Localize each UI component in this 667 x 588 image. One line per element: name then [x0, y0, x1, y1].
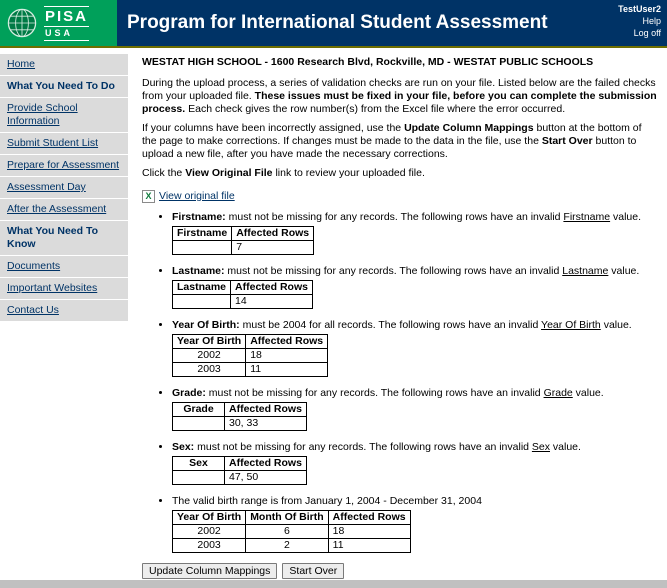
intro-paragraph-1 — [142, 77, 657, 116]
pisa-logo — [0, 0, 117, 46]
table-header-cell: Affected Rows — [225, 403, 307, 417]
table-header-cell: Year Of Birth — [173, 511, 246, 525]
table-header-cell: Affected Rows — [232, 227, 314, 241]
table-cell: 18 — [328, 525, 410, 539]
check-description: must not be missing for any records. The following rows have an invalid — [224, 265, 563, 277]
sidebar-item-provide-school-information[interactable] — [0, 98, 128, 132]
table-cell: 2002 — [173, 525, 246, 539]
sidebar-link-label[interactable]: Assessment Day — [7, 181, 86, 193]
check-description-tail: value. — [572, 387, 604, 399]
table-header-cell: Affected Rows — [246, 335, 328, 349]
view-original-file-row — [142, 189, 657, 203]
check-description: must not be missing for any records. The following rows have an invalid — [225, 211, 564, 223]
sidebar-item-documents[interactable] — [0, 256, 128, 277]
table-row — [173, 295, 313, 309]
validation-check — [172, 265, 657, 309]
p1-text-b: Each check gives the row number(s) from the Excel file where the error occurred. — [185, 103, 566, 115]
check-sentence — [172, 319, 632, 331]
check-description: must be 2004 for all records. The following rows have an invalid — [239, 319, 542, 331]
table-cell — [173, 417, 225, 431]
title-banner — [117, 0, 667, 46]
table-row — [173, 363, 328, 377]
p1-text-a: During the upload process, a series of validation checks are run on your file. Listed below are the failed checks from your uploaded file. — [142, 77, 656, 102]
check-description-tail: value. — [600, 319, 632, 331]
table-header-cell: Firstname — [173, 227, 232, 241]
check-description: The valid birth range is from January 1, 2004 - December 31, 2004 — [172, 495, 482, 507]
main-content — [128, 48, 667, 579]
intro-paragraph-3 — [142, 167, 657, 180]
sidebar-item-contact-us[interactable] — [0, 300, 128, 321]
check-description-tail: value. — [550, 441, 581, 453]
check-description: must not be missing for any records. The following rows have an invalid — [194, 441, 532, 453]
table-header-cell: Year Of Birth — [173, 335, 246, 349]
sidebar-link-label[interactable]: Important Websites — [7, 282, 98, 294]
user-box — [618, 3, 661, 39]
table-cell: 6 — [246, 525, 328, 539]
table-header-cell: Affected Rows — [225, 457, 307, 471]
p1-bold: These issues must be fixed in your file, before you can complete the submission process. — [142, 90, 657, 115]
validation-check — [172, 319, 657, 377]
start-over-button[interactable]: Start Over — [282, 563, 344, 579]
check-field-ref: Grade — [543, 387, 573, 399]
help-link[interactable]: Help — [642, 16, 661, 26]
table-cell: 47, 50 — [225, 471, 307, 485]
check-sentence — [172, 387, 604, 399]
sidebar-item-prepare-for-assessment[interactable] — [0, 155, 128, 176]
affected-rows-table — [172, 280, 313, 309]
app-title: Program for International Student Assessment — [127, 12, 548, 33]
validation-check — [172, 495, 657, 553]
sidebar-link-label[interactable]: Home — [7, 58, 36, 70]
p2-text-b: button at the bottom of the page to make corrections. If changes must be made to the data in the file, use the — [142, 122, 642, 147]
check-field-name: Lastname: — [172, 265, 225, 277]
table-cell: 2 — [246, 539, 328, 553]
table-row — [173, 539, 411, 553]
logo-line2: USA — [44, 27, 89, 41]
table-cell: 14 — [231, 295, 313, 309]
affected-rows-table — [172, 334, 328, 377]
table-cell: 11 — [328, 539, 410, 553]
check-field-name: Year Of Birth: — [172, 319, 240, 331]
check-field-ref: Lastname — [562, 265, 609, 277]
check-field-ref: Firstname — [563, 211, 611, 223]
table-cell — [173, 471, 225, 485]
update-column-mappings-button[interactable]: Update Column Mappings — [142, 563, 277, 579]
table-row — [173, 525, 411, 539]
table-cell — [173, 295, 231, 309]
table-header-cell: Month Of Birth — [246, 511, 328, 525]
footer-buttons — [142, 563, 657, 579]
sidebar-link-label[interactable]: Prepare for Assessment — [7, 159, 120, 171]
p2-text-c: button to upload a new file, after you have made the necessary corrections. — [142, 135, 637, 160]
table-cell: 2003 — [173, 363, 246, 377]
sidebar-item-assessment-day[interactable] — [0, 177, 128, 198]
sidebar-link-label[interactable]: Provide School Information — [7, 102, 78, 127]
check-sentence — [172, 441, 581, 453]
check-description: must not be missing for any records. The following rows have an invalid — [205, 387, 544, 399]
globe-icon — [5, 6, 39, 40]
table-row — [173, 417, 307, 431]
window-bottom-edge — [0, 580, 667, 588]
table-header-cell: Affected Rows — [231, 281, 313, 295]
check-sentence — [172, 265, 639, 277]
page-header — [0, 0, 667, 46]
table-cell: 2002 — [173, 349, 246, 363]
check-description-tail: value. — [610, 211, 642, 223]
check-description-tail: value. — [608, 265, 640, 277]
p3-bold: View Original File — [185, 167, 273, 179]
validation-check — [172, 387, 657, 431]
logoff-link[interactable]: Log off — [633, 28, 661, 38]
affected-rows-table — [172, 402, 307, 431]
p2-bold-update: Update Column Mappings — [404, 122, 534, 134]
sidebar-item-after-the-assessment[interactable] — [0, 199, 128, 220]
validation-check — [172, 441, 657, 485]
table-header-cell: Lastname — [173, 281, 231, 295]
sidebar-section-what-you-need-to-do: What You Need To Do — [0, 76, 128, 97]
sidebar — [0, 48, 128, 322]
view-original-file-link[interactable]: View original file — [159, 190, 235, 202]
check-field-ref: Sex — [531, 441, 550, 453]
table-cell: 30, 33 — [225, 417, 307, 431]
table-row — [173, 471, 307, 485]
table-cell — [173, 241, 232, 255]
username: TestUser2 — [618, 4, 661, 14]
p3-text-b: link to review your uploaded file. — [272, 167, 425, 179]
logo-line1: PISA — [45, 7, 89, 25]
check-sentence — [172, 211, 641, 223]
sidebar-link-label[interactable]: After the Assessment — [7, 203, 107, 215]
check-field-name: Sex: — [172, 441, 195, 453]
check-field-name: Firstname: — [172, 211, 226, 223]
logo-text — [44, 6, 89, 41]
table-cell: 7 — [232, 241, 314, 255]
table-cell: 11 — [246, 363, 328, 377]
sidebar-item-important-websites[interactable] — [0, 278, 128, 299]
validation-check — [172, 211, 657, 255]
intro-paragraph-2 — [142, 122, 657, 161]
sidebar-item-home[interactable] — [0, 54, 128, 75]
table-row — [173, 241, 314, 255]
sidebar-section-what-you-need-to-know: What You Need To Know — [0, 221, 128, 255]
sidebar-link-label[interactable]: Contact Us — [7, 304, 59, 316]
affected-rows-table — [172, 510, 411, 553]
table-header-cell: Sex — [173, 457, 225, 471]
p2-bold-startover: Start Over — [541, 135, 593, 147]
check-sentence — [172, 495, 482, 507]
sidebar-link-label[interactable]: Submit Student List — [7, 137, 99, 149]
affected-rows-table — [172, 226, 314, 255]
validation-checks-list — [142, 211, 657, 553]
affected-rows-table — [172, 456, 307, 485]
school-header: WESTAT HIGH SCHOOL - 1600 Research Blvd, Rockville, MD - WESTAT PUBLIC SCHOOLS — [142, 56, 594, 68]
p2-text-a: If your columns have been incorrectly assigned, use the — [142, 122, 405, 134]
table-cell: 18 — [246, 349, 328, 363]
table-header-cell: Affected Rows — [328, 511, 410, 525]
sidebar-link-label[interactable]: Documents — [7, 260, 61, 272]
sidebar-item-submit-student-list[interactable] — [0, 133, 128, 154]
check-field-ref: Year Of Birth — [541, 319, 601, 331]
table-cell: 2003 — [173, 539, 246, 553]
excel-file-icon: X — [142, 190, 155, 203]
table-header-cell: Grade — [173, 403, 225, 417]
p3-text-a: Click the — [142, 167, 186, 179]
table-row — [173, 349, 328, 363]
check-field-name: Grade: — [172, 387, 206, 399]
